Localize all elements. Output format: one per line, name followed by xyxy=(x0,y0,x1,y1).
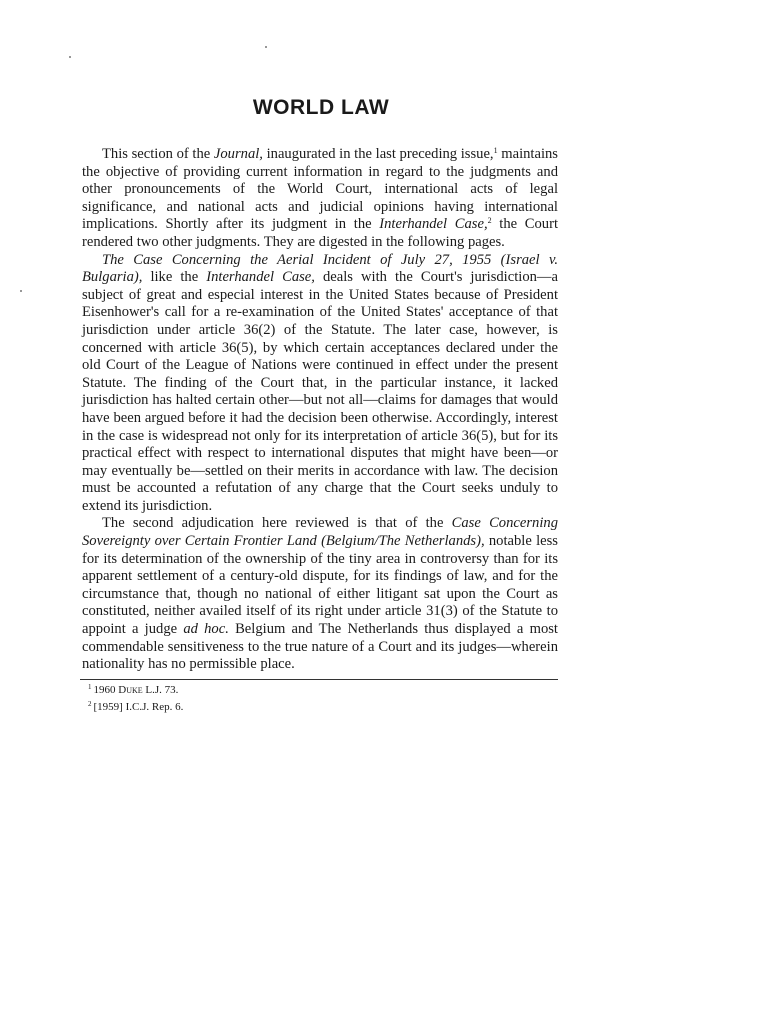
footnote-2 xyxy=(82,697,558,714)
footnote-mark: 1 xyxy=(88,682,92,691)
scan-speck xyxy=(265,46,267,48)
page-title: WORLD LAW xyxy=(252,96,390,119)
footnote-1 xyxy=(82,680,558,697)
footnote-text: 1960 xyxy=(93,683,119,696)
footnote-journal: Duke xyxy=(118,683,143,696)
text-run: the Court rendered two other judgments. They are digested in the following pages. xyxy=(82,216,558,250)
text-run: The second adjudication here reviewed is that of the xyxy=(102,515,452,532)
text-run: This section of the xyxy=(102,146,214,162)
text-run: Belgium and The Netherlands thus displayed a most commendable sensitiveness to the true nature of a Court and its judges—wherein nationality has no permissible place. xyxy=(82,621,558,673)
footnote-text: [1959] I.C.J. Rep. 6. xyxy=(93,700,184,713)
text-run: like the xyxy=(142,269,207,286)
text-run: deals with the Court's jurisdiction—a subject of great and especial interest in the United States because of President Eisenhower's call for a re-examination of the United States' acceptance of that jurisdiction under article 36(2) of the Statute. The later case, however, is concerned with article 36(5), by which certain acceptances declared under the old Court of the League of Nations were continued in effect under the present Statute. The finding of the Court that, in the particular instance, it lacked jurisdiction has halted certain other—but not all—claims for damages that would have been argued before it had the decision been otherwise. Accordingly, interest in the case is widespread not only for its interpretation of article 36(5), but for its practical effect with respect to international disputes that might have been—or may eventually be—settled on their merits in accordance with law. The decision must be accounted a refutation of any charge that the Court seeks unduly to extend its jurisdiction. xyxy=(82,269,558,514)
latin-term: ad hoc. xyxy=(183,621,229,638)
footnote-ref-1: 1 xyxy=(493,146,498,155)
case-name: Interhandel Case, xyxy=(379,216,488,233)
case-name: Interhandel Case, xyxy=(206,269,315,286)
footnote-ref-2: 2 xyxy=(487,216,492,226)
case-name: Case Concerning Sovereignty over Certain Frontier Land (Belgium/The Netherlands), xyxy=(82,515,558,550)
paragraph-aerial-incident xyxy=(82,252,558,516)
paragraph-intro xyxy=(82,146,558,252)
footnote-text: L.J. 73. xyxy=(142,683,179,696)
journal-title: Journal, xyxy=(213,146,263,162)
paragraph-frontier-land xyxy=(82,515,558,673)
page-body xyxy=(82,96,558,714)
scan-speck xyxy=(20,290,22,292)
text-run: notable less for its determination of the ownership of the tiny area in controversy than for its apparent settlement of a century-old dispute, for its findings of law, and for the circumstance that, though no national of either litigant sat upon the Court as constituted, neither availed itself of its right under article 31(3) of the Statute to appoint a judge xyxy=(82,533,558,638)
text-run: maintains the objective of providing current information in regard to the judgments and other pronouncements of the World Court, international acts of legal significance, and national acts and judicial opinions having international implications. Shortly after its judgment in the xyxy=(82,146,558,233)
case-name: The Case Concerning the Aerial Incident of July 27, 1955 (Israel v. Bulgaria), xyxy=(82,251,558,286)
scan-speck xyxy=(69,56,71,58)
text-run: inaugurated in the last preceding issue, xyxy=(262,146,494,162)
footnote-mark: 2 xyxy=(88,699,92,708)
